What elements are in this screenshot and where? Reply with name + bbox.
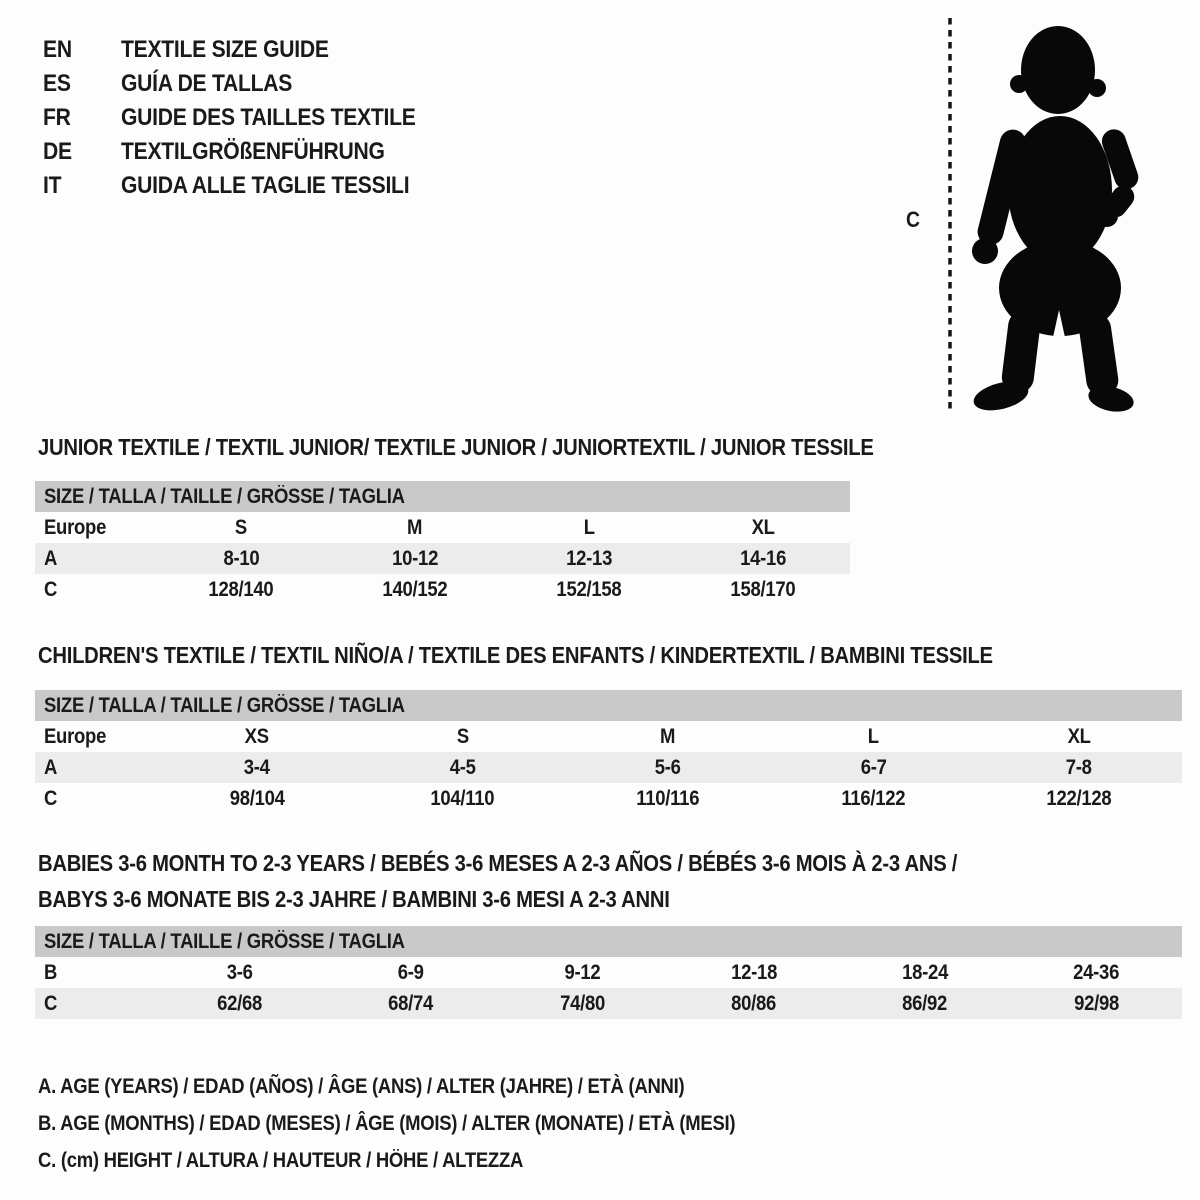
size-header-bar — [35, 690, 1182, 721]
cell-value: 18-24 — [901, 960, 948, 984]
cell-value: 24-36 — [1073, 960, 1120, 984]
cell-value: 92/98 — [1073, 991, 1119, 1015]
cell-value: L — [868, 724, 880, 748]
cell-value: 3-4 — [243, 755, 270, 779]
legend-line-b-text: B. AGE (MONTHS) / EDAD (MESES) / ÂGE (MOIS) / ALTER (MONATE) / ETÀ (MESI) — [38, 1112, 736, 1135]
language-title: TEXTILGRÖßENFÜHRUNG — [121, 138, 385, 165]
cell-value: 110/116 — [636, 786, 700, 810]
cell-value: 98/104 — [229, 786, 285, 810]
cell-value: 62/68 — [217, 991, 263, 1015]
section-title-junior — [38, 434, 988, 460]
cell-value: 8-10 — [223, 546, 259, 570]
language-code: IT — [43, 172, 62, 199]
size-header-text: SIZE / TALLA / TAILLE / GRÖSSE / TAGLIA — [44, 485, 405, 508]
section-title-children-text: CHILDREN'S TEXTILE / TEXTIL NIÑO/A / TEXTILE DES ENFANTS / KINDERTEXTIL / BAMBINI TESSILE — [38, 642, 993, 668]
cell-value: 122/128 — [1046, 786, 1112, 810]
legend-line-c-text: C. (cm) HEIGHT / ALTURA / HAUTEUR / HÖHE / ALTEZZA — [38, 1149, 524, 1172]
cell-value: 128/140 — [208, 577, 274, 601]
cell-value: 10-12 — [392, 546, 438, 570]
cell-value: 14-16 — [740, 546, 786, 570]
cell-value: 140/152 — [382, 577, 448, 601]
cell-value: L — [583, 515, 595, 539]
table-row — [35, 574, 850, 605]
language-header — [43, 33, 456, 203]
language-title: GUÍA DE TALLAS — [121, 70, 293, 97]
table-row — [35, 543, 850, 574]
language-row — [43, 33, 456, 67]
cell-value: S — [456, 724, 469, 748]
cell-value: XL — [751, 515, 775, 539]
table-row — [35, 957, 1182, 988]
language-code: DE — [43, 138, 72, 165]
cell-value: XS — [244, 724, 269, 748]
language-code: ES — [43, 70, 71, 97]
section-title-babies-line2: BABYS 3-6 MONATE BIS 2-3 JAHRE / BAMBINI 3-6 MESI A 2-3 ANNI — [38, 886, 670, 912]
baby-silhouette-icon — [971, 26, 1142, 416]
cell-value: 80/86 — [731, 991, 777, 1015]
size-table-junior — [35, 481, 850, 605]
row-label: A — [44, 755, 58, 779]
language-title: GUIDE DES TAILLES TEXTILE — [121, 104, 416, 131]
cell-value: XL — [1067, 724, 1091, 748]
cell-value: 74/80 — [559, 991, 605, 1015]
language-row — [43, 169, 456, 203]
cell-value: 116/122 — [841, 786, 906, 810]
row-label: B — [44, 960, 58, 984]
cell-value: 104/110 — [430, 786, 495, 810]
cell-value: 68/74 — [388, 991, 434, 1015]
legend-line-a — [38, 1068, 830, 1105]
language-code: FR — [43, 104, 71, 131]
size-header-bar — [35, 926, 1182, 957]
language-row — [43, 135, 456, 169]
cell-value: 6-9 — [398, 960, 424, 984]
cell-value: 158/170 — [730, 577, 796, 601]
section-title-children — [38, 642, 1123, 668]
table-row — [35, 988, 1182, 1019]
language-title: GUIDA ALLE TAGLIE TESSILI — [121, 172, 410, 199]
table-row — [35, 721, 1182, 752]
cell-value: M — [660, 724, 676, 748]
row-label: C — [44, 786, 58, 810]
table-row — [35, 752, 1182, 783]
language-row — [43, 67, 456, 101]
row-label: C — [44, 577, 58, 601]
size-header-text: SIZE / TALLA / TAILLE / GRÖSSE / TAGLIA — [44, 930, 405, 953]
language-row — [43, 101, 456, 135]
table-row — [35, 783, 1182, 814]
cell-value: 3-6 — [226, 960, 253, 984]
measure-label-c: C — [906, 207, 920, 232]
language-title: TEXTILE SIZE GUIDE — [121, 36, 329, 63]
cell-value: M — [407, 515, 423, 539]
cell-value: 7-8 — [1066, 755, 1093, 779]
cell-value: S — [234, 515, 248, 539]
cell-value: 152/158 — [556, 577, 622, 601]
row-label: Europe — [44, 724, 107, 748]
size-header-bar — [35, 481, 850, 512]
row-label: A — [44, 546, 58, 570]
cell-value: 86/92 — [902, 991, 948, 1015]
row-label: C — [44, 991, 58, 1015]
table-row — [35, 512, 850, 543]
section-title-babies-line1: BABIES 3-6 MONTH TO 2-3 YEARS / BEBÉS 3-6 MESES A 2-3 AÑOS / BÉBÉS 3-6 MOIS À 2-3 ANS / — [38, 850, 958, 876]
size-table-children — [35, 690, 1182, 814]
legend — [38, 1068, 830, 1179]
size-header-text: SIZE / TALLA / TAILLE / GRÖSSE / TAGLIA — [44, 694, 405, 717]
section-title-babies — [38, 845, 1083, 917]
size-table-babies — [35, 926, 1182, 1019]
legend-line-a-text: A. AGE (YEARS) / EDAD (AÑOS) / ÂGE (ANS) / ALTER (JAHRE) / ETÀ (ANNI) — [38, 1075, 685, 1098]
cell-value: 6-7 — [860, 755, 887, 779]
cell-value: 12-13 — [566, 546, 612, 570]
cell-value: 9-12 — [564, 960, 601, 984]
legend-line-c — [38, 1142, 830, 1179]
row-label: Europe — [44, 515, 107, 539]
language-code: EN — [43, 36, 72, 63]
baby-silhouette-figure — [920, 10, 1200, 422]
cell-value: 4-5 — [449, 755, 476, 779]
cell-value: 12-18 — [730, 960, 777, 984]
legend-line-b — [38, 1105, 830, 1142]
section-title-junior-text: JUNIOR TEXTILE / TEXTIL JUNIOR/ TEXTILE JUNIOR / JUNIORTEXTIL / JUNIOR TESSILE — [38, 434, 874, 460]
cell-value: 5-6 — [655, 755, 681, 779]
